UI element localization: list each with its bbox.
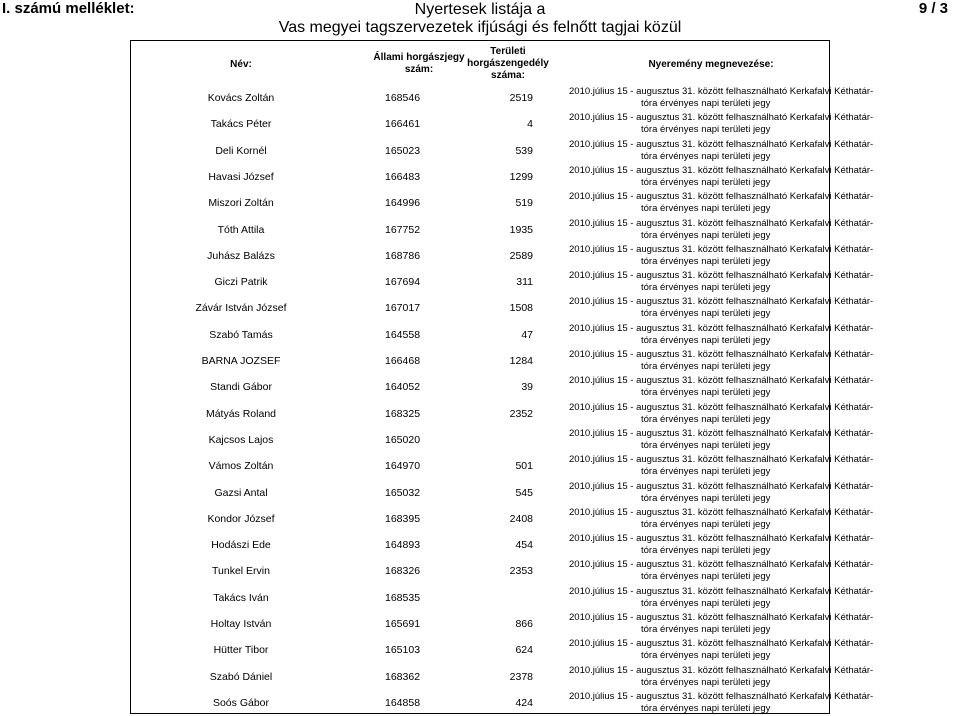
prize-line-2: tóra érvényes napi területi jegy bbox=[641, 571, 771, 583]
winner-name: Kajcsos Lajos bbox=[208, 433, 274, 446]
state-license-number: 164558 bbox=[385, 328, 421, 341]
prize-line-1: 2010.július 15 - augusztus 31. között felhasználható Kerkafalvi Kéthatár- bbox=[569, 533, 874, 545]
winner-name: Takács Iván bbox=[213, 591, 269, 604]
winner-name: Tunkel Ervin bbox=[212, 565, 270, 578]
prize-description bbox=[569, 401, 874, 426]
table-row bbox=[131, 374, 874, 400]
winner-name: Závár István József bbox=[195, 302, 287, 315]
prize-line-1: 2010.július 15 - augusztus 31. között felhasználható Kerkafalvi Kéthatár- bbox=[569, 638, 874, 650]
prize-line-1: 2010.július 15 - augusztus 31. között felhasználható Kerkafalvi Kéthatár- bbox=[569, 296, 874, 308]
prize-line-1: 2010.július 15 - augusztus 31. között felhasználható Kerkafalvi Kéthatár- bbox=[569, 164, 874, 176]
page-number: 9 / 3 bbox=[918, 0, 948, 17]
prize-line-1: 2010.július 15 - augusztus 31. között felhasználható Kerkafalvi Kéthatár- bbox=[569, 427, 874, 439]
prize-line-1: 2010.július 15 - augusztus 31. között felhasználható Kerkafalvi Kéthatár- bbox=[569, 506, 874, 518]
prize-description bbox=[569, 296, 874, 320]
territorial-permit-number: 501 bbox=[515, 460, 533, 473]
winners-table bbox=[130, 40, 874, 714]
prize-description bbox=[569, 480, 874, 505]
winner-name: Mátyás Roland bbox=[205, 407, 277, 420]
prize-line-1: 2010.július 15 - augusztus 31. között felhasználható Kerkafalvi Kéthatár- bbox=[569, 112, 874, 124]
table-row bbox=[131, 190, 874, 216]
prize-line-1: 2010.július 15 - augusztus 31. között felhasználható Kerkafalvi Kéthatár- bbox=[569, 243, 874, 255]
territorial-permit-number: 454 bbox=[515, 539, 533, 552]
winner-name: Vámos Zoltán bbox=[208, 460, 274, 473]
prize-line-2: tóra érvényes napi területi jegy bbox=[641, 203, 771, 215]
prize-line-1: 2010.július 15 - augusztus 31. között felhasználható Kerkafalvi Kéthatár- bbox=[569, 349, 874, 360]
prize-description bbox=[569, 638, 874, 662]
table-row bbox=[131, 269, 874, 295]
prize-line-1: 2010.július 15 - augusztus 31. között felhasználható Kerkafalvi Kéthatár- bbox=[569, 138, 874, 150]
header-prize: Nyeremény megnevezése: bbox=[648, 59, 774, 70]
territorial-permit-number: 545 bbox=[515, 486, 533, 499]
prize-line-1: 2010.július 15 - augusztus 31. között felhasználható Kerkafalvi Kéthatár- bbox=[569, 401, 874, 413]
state-license-number: 164893 bbox=[385, 539, 421, 552]
prize-line-2: tóra érvényes napi területi jegy bbox=[641, 229, 771, 241]
territorial-permit-number: 1508 bbox=[509, 302, 533, 315]
territorial-permit-number: 1935 bbox=[509, 223, 533, 236]
state-license-number: 168786 bbox=[385, 249, 421, 262]
prize-line-2: tóra érvényes napi területi jegy bbox=[641, 545, 771, 557]
winner-name: Tóth Attila bbox=[217, 223, 265, 236]
prize-line-2: tóra érvényes napi területi jegy bbox=[641, 518, 771, 530]
prize-line-2: tóra érvényes napi területi jegy bbox=[641, 255, 771, 267]
table-row bbox=[131, 690, 874, 716]
table-row bbox=[131, 585, 874, 611]
territorial-permit-number: 47 bbox=[521, 328, 533, 341]
winner-name: Gazsi Antal bbox=[214, 486, 268, 499]
table-row bbox=[131, 611, 874, 637]
state-license-number: 168546 bbox=[385, 92, 421, 104]
prize-line-1: 2010.július 15 - augusztus 31. között felhasználható Kerkafalvi Kéthatár- bbox=[569, 612, 874, 623]
prize-line-2: tóra érvényes napi területi jegy bbox=[641, 466, 771, 478]
table-row bbox=[131, 111, 874, 137]
winner-name: Giczi Patrik bbox=[214, 276, 268, 289]
header-territorial-permit: Területi horgászengedély száma: bbox=[467, 46, 549, 81]
prize-description bbox=[569, 191, 874, 215]
prize-line-2: tóra érvényes napi területi jegy bbox=[641, 176, 771, 188]
winner-name: Standi Gábor bbox=[210, 381, 272, 394]
header-state-license: Állami horgászjegy szám: bbox=[373, 52, 465, 75]
prize-description bbox=[569, 349, 874, 373]
table-row bbox=[131, 664, 874, 690]
prize-line-1: 2010.július 15 - augusztus 31. között felhasználható Kerkafalvi Kéthatár- bbox=[569, 191, 874, 203]
prize-line-2: tóra érvényes napi területi jegy bbox=[641, 413, 771, 425]
table-row bbox=[131, 401, 874, 427]
prize-line-1: 2010.július 15 - augusztus 31. között felhasználható Kerkafalvi Kéthatár- bbox=[569, 322, 874, 334]
table-row bbox=[131, 558, 874, 584]
territorial-permit-number: 539 bbox=[515, 144, 533, 157]
territorial-permit-number: 866 bbox=[515, 618, 533, 630]
prize-line-1: 2010.július 15 - augusztus 31. között felhasználható Kerkafalvi Kéthatár- bbox=[569, 690, 874, 702]
state-license-number: 164996 bbox=[385, 197, 421, 210]
winner-name: Hütter Tibor bbox=[213, 644, 269, 657]
table-row bbox=[131, 217, 874, 243]
prize-line-1: 2010.július 15 - augusztus 31. között felhasználható Kerkafalvi Kéthatár- bbox=[569, 217, 874, 229]
prize-line-1: 2010.július 15 - augusztus 31. között felhasználható Kerkafalvi Kéthatár- bbox=[569, 559, 874, 571]
prize-description bbox=[569, 243, 874, 268]
winner-name: Havasi József bbox=[208, 170, 274, 183]
prize-description bbox=[569, 138, 874, 163]
winner-name: Szabó Dániel bbox=[209, 670, 273, 683]
prize-description bbox=[569, 375, 874, 399]
annex-label: I. számú melléklet: bbox=[2, 0, 135, 17]
state-license-number: 168326 bbox=[385, 565, 421, 578]
table-row bbox=[131, 138, 874, 164]
winner-name: Soós Gábor bbox=[212, 696, 270, 709]
state-license-number: 166483 bbox=[385, 170, 421, 183]
state-license-number: 167694 bbox=[385, 276, 421, 289]
territorial-permit-number: 1284 bbox=[509, 355, 533, 367]
prize-description bbox=[569, 217, 874, 242]
table-row bbox=[131, 480, 874, 506]
territorial-permit-number: 2353 bbox=[509, 565, 533, 578]
prize-line-2: tóra érvényes napi területi jegy bbox=[641, 361, 771, 372]
territorial-permit-number: 2408 bbox=[509, 512, 533, 525]
state-license-number: 164052 bbox=[385, 381, 421, 394]
winner-name: Hodászi Ede bbox=[211, 539, 271, 552]
winner-name: Juhász Balázs bbox=[207, 249, 275, 262]
winner-name: BARNA JOZSEF bbox=[201, 355, 281, 367]
prize-line-2: tóra érvényes napi területi jegy bbox=[641, 650, 771, 662]
prize-description bbox=[569, 86, 874, 110]
winner-name: Kondor József bbox=[207, 512, 275, 525]
prize-description bbox=[569, 322, 874, 347]
state-license-number: 168535 bbox=[385, 591, 421, 604]
prize-description bbox=[569, 585, 874, 610]
prize-line-2: tóra érvényes napi területi jegy bbox=[641, 492, 771, 504]
header-name: Név: bbox=[230, 59, 252, 70]
territorial-permit-number: 424 bbox=[515, 696, 533, 709]
winner-name: Kovács Zoltán bbox=[207, 92, 275, 104]
state-license-number: 167017 bbox=[385, 302, 421, 315]
territorial-permit-number: 2352 bbox=[509, 407, 533, 420]
prize-description bbox=[569, 559, 874, 583]
territorial-permit-number: 519 bbox=[515, 197, 533, 210]
table-row bbox=[131, 295, 874, 321]
prize-line-1: 2010.július 15 - augusztus 31. között felhasználható Kerkafalvi Kéthatár- bbox=[569, 454, 874, 466]
winner-name: Deli Kornél bbox=[215, 144, 267, 157]
document-title-line2: Vas megyei tagszervezetek ifjúsági és felnőtt tagjai közül bbox=[278, 19, 682, 36]
territorial-permit-number: 4 bbox=[527, 118, 533, 131]
state-license-number: 164858 bbox=[385, 696, 421, 709]
table-row bbox=[131, 322, 874, 348]
prize-line-2: tóra érvényes napi területi jegy bbox=[641, 702, 771, 714]
table-row bbox=[131, 637, 874, 663]
state-license-number: 165103 bbox=[385, 644, 421, 657]
prize-description bbox=[569, 427, 874, 452]
state-license-number: 165020 bbox=[385, 433, 421, 446]
winner-name: Takács Péter bbox=[210, 118, 272, 131]
prize-line-1: 2010.július 15 - augusztus 31. között felhasználható Kerkafalvi Kéthatár- bbox=[569, 585, 874, 597]
prize-line-2: tóra érvényes napi területi jegy bbox=[641, 334, 771, 346]
prize-line-2: tóra érvényes napi területi jegy bbox=[641, 439, 771, 451]
territorial-permit-number: 624 bbox=[515, 644, 533, 657]
prize-description bbox=[569, 270, 874, 294]
prize-line-2: tóra érvényes napi területi jegy bbox=[641, 282, 771, 294]
document-title-line1: Nyertesek listája a bbox=[414, 1, 546, 18]
winner-name: Szabó Tamás bbox=[209, 328, 273, 341]
prize-line-2: tóra érvényes napi területi jegy bbox=[641, 387, 771, 399]
territorial-permit-number: 1299 bbox=[509, 170, 533, 183]
prize-line-1: 2010.július 15 - augusztus 31. között felhasználható Kerkafalvi Kéthatár- bbox=[569, 480, 874, 492]
state-license-number: 165032 bbox=[385, 486, 421, 499]
state-license-number: 164970 bbox=[385, 460, 421, 473]
state-license-number: 165023 bbox=[385, 144, 421, 157]
table-row bbox=[131, 506, 874, 532]
territorial-permit-number: 311 bbox=[516, 276, 533, 289]
state-license-number: 165691 bbox=[385, 618, 421, 630]
state-license-number: 168395 bbox=[385, 512, 421, 525]
territorial-permit-number: 39 bbox=[521, 381, 533, 394]
prize-description bbox=[569, 690, 874, 715]
prize-description bbox=[569, 533, 874, 557]
prize-line-2: tóra érvényes napi területi jegy bbox=[641, 624, 771, 635]
prize-description bbox=[569, 664, 874, 689]
territorial-permit-number: 2519 bbox=[509, 92, 533, 104]
prize-line-1: 2010.július 15 - augusztus 31. között felhasználható Kerkafalvi Kéthatár- bbox=[569, 375, 874, 387]
table-row bbox=[131, 164, 874, 190]
prize-description bbox=[569, 506, 874, 531]
prize-line-2: tóra érvényes napi területi jegy bbox=[641, 124, 771, 136]
prize-line-1: 2010.július 15 - augusztus 31. között felhasználható Kerkafalvi Kéthatár- bbox=[569, 270, 874, 282]
table-row bbox=[131, 348, 874, 374]
prize-description bbox=[569, 612, 874, 636]
territorial-permit-number: 2589 bbox=[509, 249, 533, 262]
prize-line-2: tóra érvényes napi területi jegy bbox=[641, 676, 771, 688]
prize-line-2: tóra érvényes napi területi jegy bbox=[641, 597, 771, 609]
prize-line-2: tóra érvényes napi területi jegy bbox=[641, 308, 771, 320]
territorial-permit-number: 2378 bbox=[509, 670, 533, 683]
table-row bbox=[131, 85, 874, 111]
winner-name: Holtay István bbox=[210, 618, 272, 630]
prize-line-2: tóra érvényes napi területi jegy bbox=[641, 150, 771, 162]
prize-line-1: 2010.július 15 - augusztus 31. között felhasználható Kerkafalvi Kéthatár- bbox=[569, 664, 874, 676]
prize-description bbox=[569, 164, 874, 189]
prize-description bbox=[569, 454, 874, 478]
prize-line-1: 2010.július 15 - augusztus 31. között felhasználható Kerkafalvi Kéthatár- bbox=[569, 86, 874, 97]
state-license-number: 168325 bbox=[385, 407, 421, 420]
winner-name: Miszori Zoltán bbox=[208, 197, 274, 210]
state-license-number: 166461 bbox=[385, 118, 421, 131]
state-license-number: 166468 bbox=[385, 355, 421, 367]
prize-line-2: tóra érvényes napi területi jegy bbox=[641, 98, 771, 109]
table-row bbox=[131, 243, 874, 269]
prize-description bbox=[569, 112, 874, 136]
table-row bbox=[131, 453, 874, 479]
table-row bbox=[131, 427, 874, 453]
state-license-number: 167752 bbox=[385, 223, 421, 236]
state-license-number: 168362 bbox=[385, 670, 421, 683]
table-row bbox=[131, 532, 874, 558]
